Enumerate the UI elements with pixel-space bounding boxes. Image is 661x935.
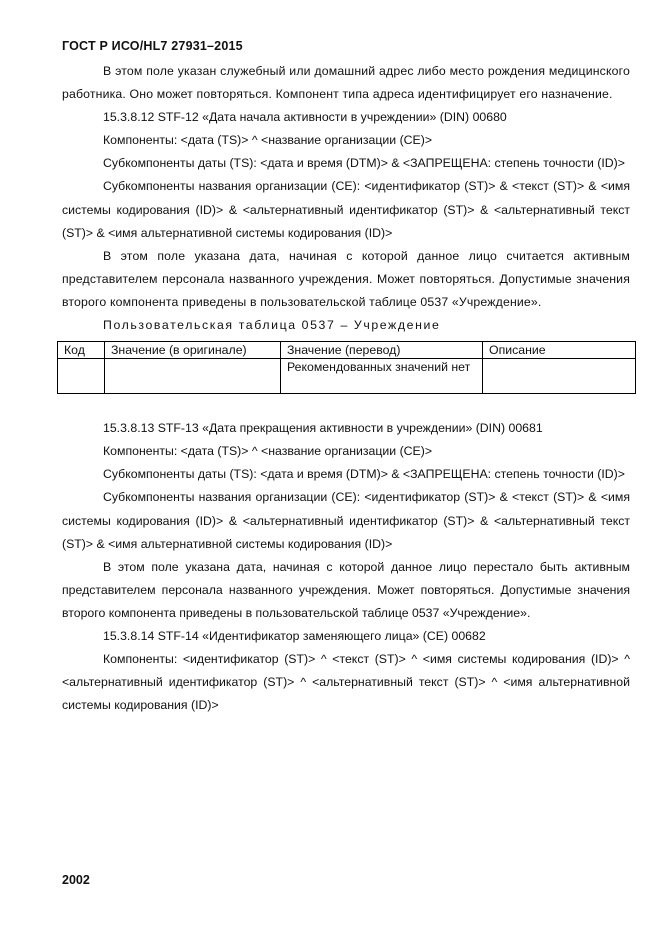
paragraph-stf-12-description: В этом поле указана дата, начиная с которой данное лицо считается активным представителем персонала названного учреждения. Может повторяться. Допустимые значения второго компонента приведены в пользовательской таблице 0537 «Учреждение». [62, 248, 630, 309]
table-cell-description [483, 359, 636, 394]
spacer [62, 394, 630, 417]
table-header-translated-value: Значение (перевод) [281, 342, 483, 359]
table-header-row [58, 342, 636, 359]
paragraph-stf-13-ce-subcomponents: Субкомпоненты названия организации (CE): <идентификатор (ST)> & <текст (ST)> & <имя системы кодирования (ID)> & <альтернативный идентификатор (ST)> & <альтернативный текст (ST)> & <имя альтернативной системы кодирования (ID)> [62, 490, 630, 551]
table-row [58, 359, 636, 394]
paragraph-stf-13-description: В этом поле указана дата, начиная с которой данное лицо перестало быть активным представителем персонала названного учреждения. Может повторяться. Допустимые значения второго компонента приведены в пользовательской таблице 0537 «Учреждение». [62, 559, 630, 620]
section-heading-stf-12: 15.3.8.12 STF-12 «Дата начала активности в учреждении» (DIN) 00680 [103, 110, 507, 125]
paragraph-stf-13-ts-subcomponents: Субкомпоненты даты (TS): <дата и время (DTM)> & <ЗАПРЕЩЕНА: степень точности (ID)> [103, 467, 625, 482]
user-table-0537 [57, 341, 636, 394]
paragraph-stf-12-ce-subcomponents: Субкомпоненты названия организации (CE): <идентификатор (ST)> & <текст (ST)> & <имя системы кодирования (ID)> & <альтернативный идентификатор (ST)> & <альтернативный текст (ST)> & <имя альтернативной системы кодирования (ID)> [62, 179, 630, 240]
paragraph-address-description: В этом поле указан служебный или домашний адрес либо место рождения медицинского работника. Оно может повторяться. Компонент типа адреса идентифицирует его назначение. [62, 64, 630, 102]
paragraph-stf-12-ts-subcomponents: Субкомпоненты даты (TS): <дата и время (DTM)> & <ЗАПРЕЩЕНА: степень точности (ID)> [103, 156, 625, 171]
section-heading-stf-14: 15.3.8.14 STF-14 «Идентификатор заменяющего лица» (CE) 00682 [103, 628, 486, 643]
paragraph-stf-12-components: Компоненты: <дата (TS)> ^ <название организации (CE)> [103, 133, 433, 148]
page-header-title: ГОСТ Р ИСО/HL7 27931–2015 [62, 39, 243, 53]
table-cell-translated-value: Рекомендованных значений нет [281, 359, 483, 394]
table-caption: Пользовательская таблица 0537 – Учреждение [103, 318, 441, 333]
table-cell-code [58, 359, 105, 394]
table-header-description: Описание [483, 342, 636, 359]
section-heading-stf-13: 15.3.8.13 STF-13 «Дата прекращения активности в учреждении» (DIN) 00681 [103, 421, 543, 436]
table-cell-original-value [105, 359, 281, 394]
document-body [62, 60, 630, 717]
table-header-code: Код [58, 342, 105, 359]
page-number: 2002 [62, 873, 90, 887]
paragraph-stf-14-components: Компоненты: <идентификатор (ST)> ^ <текст (ST)> ^ <имя системы кодирования (ID)> ^ <альтернативный идентификатор (ST)> ^ <альтернативный текст (ST)> ^ <имя альтернативной системы кодирования (ID)> [62, 652, 630, 713]
table-header-original-value: Значение (в оригинале) [105, 342, 281, 359]
paragraph-stf-13-components: Компоненты: <дата (TS)> ^ <название организации (CE)> [103, 444, 433, 459]
